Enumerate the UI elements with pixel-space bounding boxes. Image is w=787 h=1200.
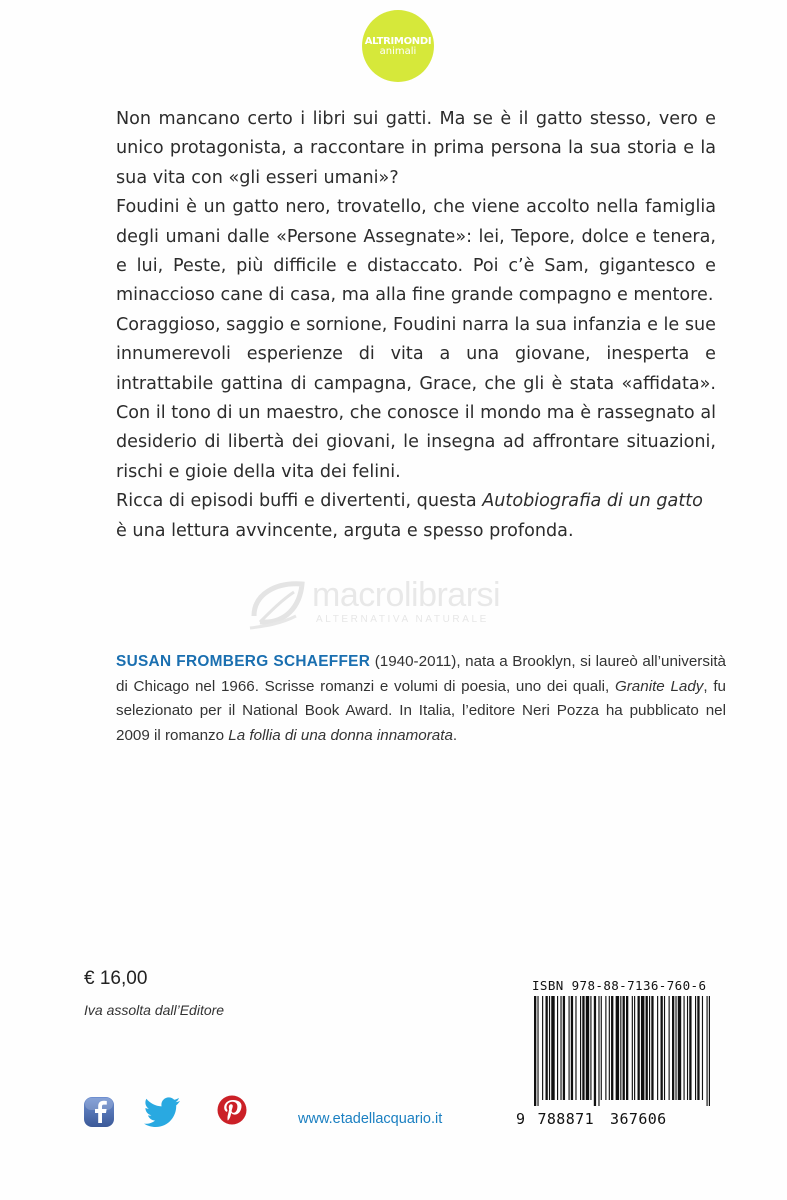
ean-first-digit: 9 bbox=[516, 1110, 526, 1128]
barcode-bar bbox=[590, 996, 591, 1100]
barcode-bar bbox=[623, 996, 625, 1100]
barcode-bar bbox=[546, 996, 548, 1100]
barcode-bar bbox=[707, 996, 708, 1106]
facebook-icon[interactable] bbox=[82, 1093, 116, 1129]
blurb-text: è una lettura avvincente, arguta e spesso profonda. bbox=[116, 520, 574, 541]
ean-digits bbox=[516, 1110, 716, 1128]
barcode-bar bbox=[551, 996, 554, 1100]
blurb-paragraph bbox=[116, 487, 716, 546]
barcode-bar bbox=[672, 996, 674, 1100]
vat-note: Iva assolta dall’Editore bbox=[84, 1002, 225, 1018]
bio-title-italic: La follia di una donna innamorata bbox=[228, 726, 453, 744]
barcode-bar bbox=[695, 996, 696, 1100]
barcode-bar bbox=[638, 996, 640, 1100]
barcode-bar bbox=[542, 996, 543, 1100]
ean-left-group: 788871 bbox=[537, 1110, 595, 1128]
barcode-bar bbox=[702, 996, 703, 1100]
watermark-tagline: ALTERNATIVA NATURALE bbox=[316, 614, 489, 625]
barcode-bar bbox=[678, 996, 681, 1100]
bio-text: , fu selezionato per il National Book Award. In Italia, l’editore Neri Pozza ha pubblicato nel 2009 il romanzo bbox=[116, 677, 726, 744]
watermark-name: macrolibrarsi bbox=[312, 576, 501, 614]
price: € 16,00 bbox=[84, 968, 148, 989]
barcode-bar bbox=[651, 996, 653, 1100]
barcode-bar bbox=[687, 996, 688, 1100]
barcode-bar bbox=[661, 996, 663, 1100]
ean-right-group: 367606 bbox=[610, 1110, 667, 1128]
barcode-bar bbox=[580, 996, 581, 1100]
blurb-paragraph: Foudini è un gatto nero, trovatello, che viene accolto nella famiglia degli umani dalle «Persone Assegnate»: lei, Tepore, dolce e tenera, e lui, Peste, più difficile e distaccato. Poi c’è Sam, gigantesco e minaccioso cane di casa, ma alla fine grande compagno e mentore. bbox=[116, 197, 716, 306]
barcode-image bbox=[532, 996, 712, 1106]
barcode-bar bbox=[697, 996, 699, 1100]
barcode-bar bbox=[657, 996, 658, 1100]
series-badge-title: ALTRIMONDI bbox=[364, 35, 432, 47]
barcode-bar bbox=[598, 996, 599, 1106]
barcode-bar bbox=[594, 996, 596, 1106]
barcode-bar bbox=[709, 996, 710, 1106]
bio-title-italic: Granite Lady bbox=[614, 677, 704, 695]
isbn-label: ISBN 978-88-7136-760-6 bbox=[532, 978, 707, 993]
barcode-bar bbox=[582, 996, 584, 1100]
blurb-paragraph: Coraggioso, saggio e sornione, Foudini narra la sua infanzia e le sue innumerevoli esperienze di vita a una giovane, inesperta e intrattabile gattina di campagna, Grace, che gli è stata «affidata». Con il tono di un maestro, che conosce il mondo ma è rassegnato al desiderio di libertà dei giovani, le insegna ad affrontare situazioni, rischi e gioie della vita dei felini. bbox=[116, 314, 716, 482]
pinterest-icon[interactable] bbox=[216, 1093, 248, 1129]
barcode-bar bbox=[634, 996, 635, 1100]
blurb-paragraph: Non mancano certo i libri sui gatti. Ma se è il gatto stesso, vero e unico protagonista, a raccontare in prima persona la sua storia e la sua vita con «gli esseri umani»? bbox=[116, 109, 716, 188]
barcode-bar bbox=[537, 996, 538, 1106]
watermark-leaf-icon bbox=[246, 576, 310, 634]
barcode-bar bbox=[586, 996, 589, 1100]
author-name: SUSAN FROMBERG SCHAEFFER bbox=[116, 653, 371, 670]
barcode-bar bbox=[534, 996, 536, 1106]
series-badge bbox=[362, 10, 434, 82]
barcode-bar bbox=[557, 996, 558, 1100]
barcode-bar bbox=[609, 996, 610, 1100]
series-badge-subtitle: animali bbox=[379, 45, 417, 57]
website-link[interactable]: www.etadellacquario.it bbox=[298, 1111, 443, 1127]
barcode-bar bbox=[649, 996, 650, 1100]
barcode-bar bbox=[560, 996, 561, 1100]
barcode-bar bbox=[601, 996, 602, 1100]
bio-text: . bbox=[452, 726, 458, 744]
barcode-bar bbox=[611, 996, 613, 1100]
blurb-text: Ricca di episodi buffi e divertenti, questa bbox=[116, 491, 483, 512]
barcode-bar bbox=[563, 996, 565, 1100]
barcode-bar bbox=[616, 996, 619, 1100]
barcode-bar bbox=[641, 996, 644, 1100]
book-title-italic: Autobiografia di un gatto bbox=[482, 491, 703, 512]
barcode-bar bbox=[626, 996, 628, 1100]
barcode-bar bbox=[549, 996, 550, 1100]
barcode-bar bbox=[675, 996, 676, 1100]
barcode-bar bbox=[569, 996, 570, 1100]
blurb bbox=[116, 105, 716, 546]
barcode-bar bbox=[632, 996, 633, 1100]
barcode-bar bbox=[689, 996, 691, 1100]
barcode-bar bbox=[646, 996, 648, 1100]
barcode-bar bbox=[620, 996, 621, 1100]
barcode-bar bbox=[575, 996, 576, 1100]
bio-text: (1940-2011), nata a Brooklyn, si laureò all’università di Chicago nel 1966. Scrisse romanzi e volumi di poesia, uno dei quali, bbox=[116, 653, 726, 695]
watermark bbox=[246, 576, 546, 636]
author-bio bbox=[116, 650, 726, 748]
barcode-bar bbox=[571, 996, 573, 1100]
barcode-bar bbox=[664, 996, 665, 1100]
twitter-icon[interactable] bbox=[142, 1093, 182, 1129]
barcode-bar bbox=[605, 996, 606, 1100]
barcode-bar bbox=[684, 996, 685, 1100]
barcode-bar bbox=[669, 996, 670, 1100]
